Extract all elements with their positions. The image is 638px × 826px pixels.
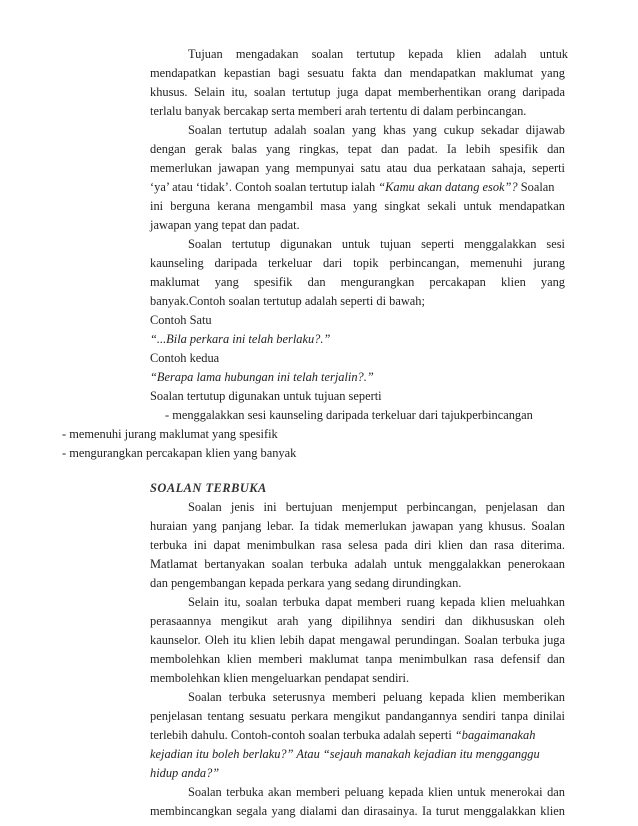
text-line: penjelasan tentang sesuatu perkara mengikut pandangannya sendiri tanpa dinilai <box>150 709 565 723</box>
text-line: Contoh Satu <box>150 313 212 327</box>
text-line: khusus. Selain itu, soalan tertutup juga dapat memberhentikan orang daripada <box>150 85 565 99</box>
list-item: - memenuhi jurang maklumat yang spesifik <box>62 427 278 441</box>
text-line: huraian yang panjang lebar. Ia tidak memerlukan jawapan yang khusus. Soalan <box>150 519 565 533</box>
example-question: “Berapa lama hubungan ini telah terjalin?.” <box>150 370 374 384</box>
text-line: terbuka ini dapat menimbulkan rasa selesa pada diri klien dan rasa diterima. <box>150 538 565 552</box>
section-heading: SOALAN TERBUKA <box>150 481 267 495</box>
text-line: terlebih dahulu. Contoh-contoh soalan terbuka adalah seperti “bagaimanakah <box>150 728 536 742</box>
text-line: Selain itu, soalan terbuka dapat memberi ruang kepada klien meluahkan <box>188 595 565 609</box>
text-line: ini berguna kerana mengambil masa yang singkat sekali untuk mendapatkan <box>150 199 565 213</box>
text-line: Soalan terbuka akan memberi peluang kepada klien untuk menerokai dan <box>188 785 565 799</box>
text-line: kejadian itu boleh berlaku?” Atau “sejauh manakah kejadian itu mengganggu <box>150 747 540 761</box>
text-line: Soalan tertutup digunakan untuk tujuan seperti <box>150 389 382 403</box>
text-line: Soalan jenis ini bertujuan menjemput perbincangan, penjelasan dan <box>188 500 565 514</box>
text-line: Contoh kedua <box>150 351 220 365</box>
text-line: jawapan yang tepat dan padat. <box>150 218 300 232</box>
text-line: kaunselor. Oleh itu klien lebih dapat mengawal perundingan. Soalan terbuka juga <box>150 633 565 647</box>
text-line: dengan gerak balas yang ringkas, tepat dan padat. Ia lebih spesifik dan <box>150 142 565 156</box>
text-line: mendapatkan kepastian bagi sesuatu fakta dan mendapatkan maklumat yang <box>150 66 565 80</box>
list-item: - mengurangkan percakapan klien yang banyak <box>62 446 297 460</box>
text-line: membolehkan klien mengeluarkan pendapat sendiri. <box>150 671 410 685</box>
text-line: hidup anda?” <box>150 766 220 780</box>
example-question: “...Bila perkara ini telah berlaku?.” <box>150 332 331 346</box>
text-line: Soalan terbuka seterusnya memberi peluang kepada klien memberikan <box>188 690 565 704</box>
text-line: Matlamat bertanyakan soalan terbuka adalah untuk menggalakkan penerokaan <box>150 557 565 571</box>
text-line: kaunseling daripada terkeluar dari topik perbincangan, memenuhi jurang <box>150 256 565 270</box>
text-line: terlalu banyak bercakap serta memberi arah tertentu di dalam perbincangan. <box>150 104 527 118</box>
text-line: memerlukan jawapan yang mempunyai satu atau dua perkataan sahaja, seperti <box>150 161 565 175</box>
text-line: perasaannya mengikut arah yang dipilihnya sendiri dan dikhususkan oleh <box>150 614 565 628</box>
text-line: banyak.Contoh soalan tertutup adalah seperti di bawah; <box>150 294 425 308</box>
list-item: - menggalakkan sesi kaunseling daripada terkeluar dari tajukperbincangan <box>165 408 533 422</box>
text-line: Soalan tertutup digunakan untuk tujuan seperti menggalakkan sesi <box>188 237 565 251</box>
text-line: maklumat yang spesifik dan mengurangkan percakapan klien yang <box>150 275 565 289</box>
text-line: membolehkan klien memberi maklumat tanpa menimbulkan rasa defensif dan <box>150 652 565 666</box>
text-line: membincangkan segala yang dialami dan dirasainya. Ia turut menggalakkan klien <box>150 804 565 818</box>
text-line: Soalan tertutup adalah soalan yang khas yang cukup sekadar dijawab <box>188 123 565 137</box>
text-line: dan pengembangan kepada perkara yang sedang dirundingkan. <box>150 576 462 590</box>
text-line: ‘ya’ atau ‘tidak’. Contoh soalan tertutup ialah “Kamu akan datang esok”? Soalan <box>150 180 555 194</box>
text-line: Tujuan mengadakan soalan tertutup kepada klien adalah untuk <box>188 47 568 61</box>
